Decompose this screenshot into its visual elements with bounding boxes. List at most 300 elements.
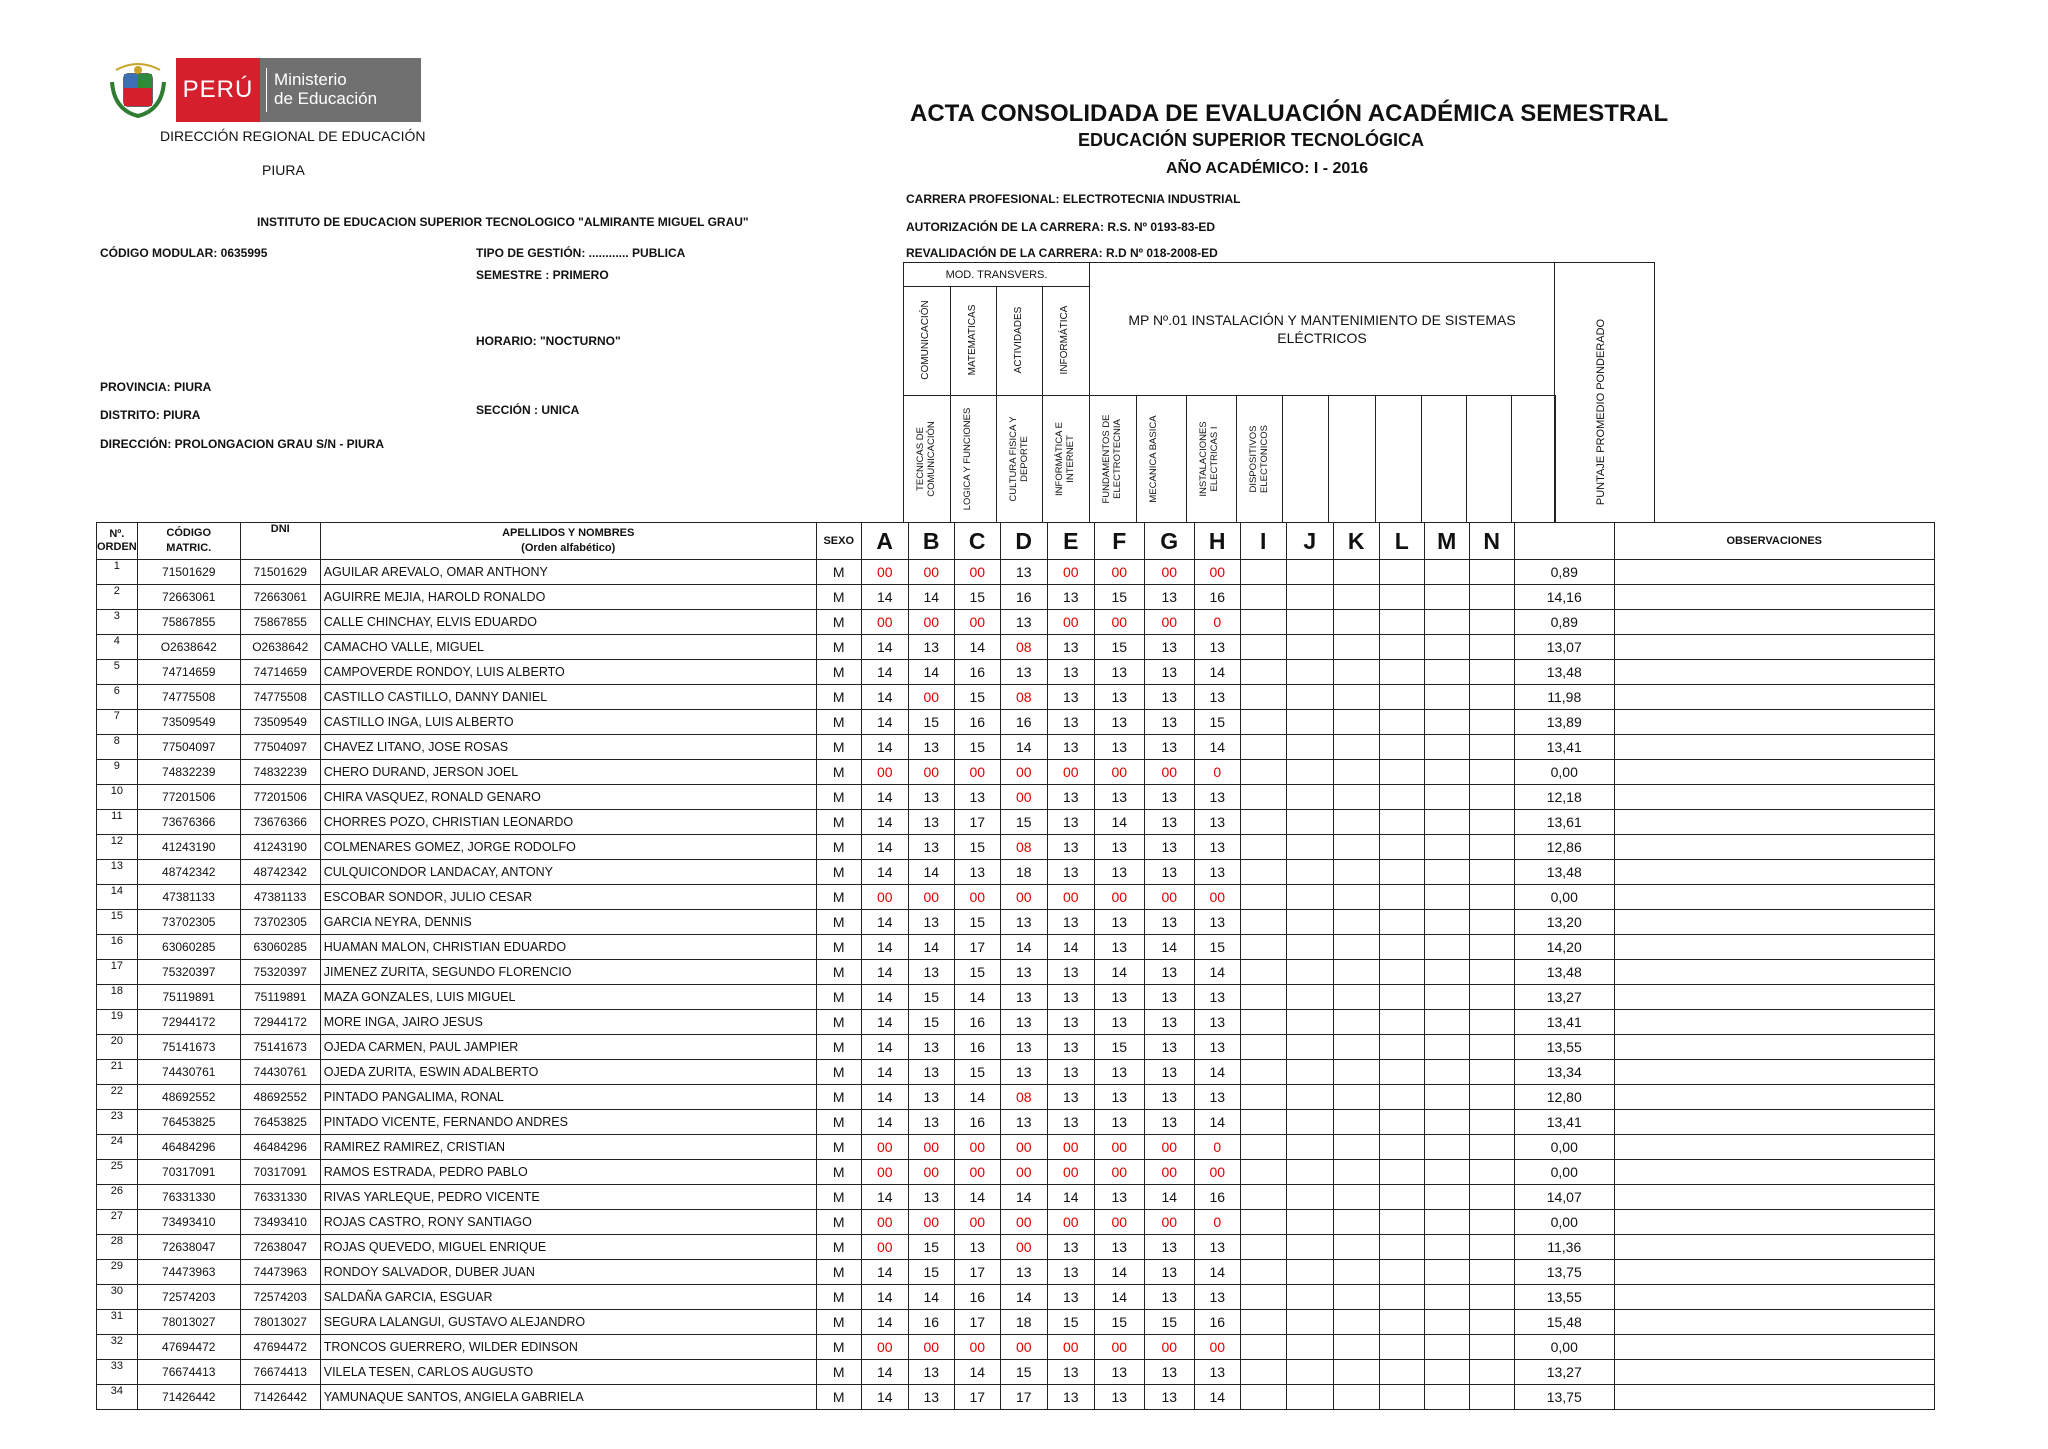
sexo: M <box>816 810 861 835</box>
empty-grade-cell <box>1424 1110 1469 1135</box>
empty-grade-cell <box>1469 1210 1514 1235</box>
column-divider <box>996 286 997 523</box>
empty-grade-cell <box>1240 960 1286 985</box>
grade-cell: 00 <box>1194 560 1240 585</box>
table-row <box>97 1085 1935 1110</box>
table-row <box>97 1310 1935 1335</box>
observaciones-cell <box>1614 1135 1934 1160</box>
empty-grade-cell <box>1286 1110 1333 1135</box>
dni: 76453825 <box>240 1110 320 1135</box>
grade-cell: 00 <box>1094 1160 1144 1185</box>
puntaje-header <box>1514 523 1614 560</box>
puntaje-ponderado: 0,00 <box>1514 1335 1614 1360</box>
grade-cell: 00 <box>861 1135 908 1160</box>
table-row <box>97 1035 1935 1060</box>
empty-grade-cell <box>1286 1010 1333 1035</box>
units-box <box>903 395 1555 523</box>
puntaje-ponderado: 0,89 <box>1514 610 1614 635</box>
student-name: OJEDA ZURITA, ESWIN ADALBERTO <box>320 1060 816 1085</box>
document-subtitle: EDUCACIÓN SUPERIOR TECNOLÓGICA <box>1078 130 1425 150</box>
dni: 72574203 <box>240 1285 320 1310</box>
grade-cell: 16 <box>954 1285 1000 1310</box>
empty-grade-cell <box>1379 960 1424 985</box>
grade-cell: 14 <box>954 1085 1000 1110</box>
grade-cell: 13 <box>1094 1085 1144 1110</box>
empty-grade-cell <box>1333 885 1379 910</box>
empty-grade-cell <box>1424 785 1469 810</box>
empty-grade-cell <box>1379 1335 1424 1360</box>
dni: 41243190 <box>240 835 320 860</box>
table-row <box>97 1260 1935 1285</box>
transversal-area-label: ACTIVIDADES <box>1013 306 1024 374</box>
grade-cell: 14 <box>861 685 908 710</box>
region: PIURA <box>262 162 305 178</box>
empty-grade-cell <box>1424 1010 1469 1035</box>
empty-grade-cell <box>1240 1185 1286 1210</box>
mp-label: MP Nº.01 INSTALACIÓN Y MANTENIMIENTO DE SISTEMAS ELÉCTRICOS <box>1128 312 1516 346</box>
empty-grade-cell <box>1240 1360 1286 1385</box>
grade-cell: 13 <box>1144 1385 1194 1410</box>
grade-cell: 13 <box>1047 635 1094 660</box>
codigo-matricula: 71501629 <box>137 560 240 585</box>
puntaje-ponderado: 13,75 <box>1514 1260 1614 1285</box>
empty-grade-cell <box>1424 1385 1469 1410</box>
empty-grade-cell <box>1379 1035 1424 1060</box>
row-number: 5 <box>97 660 138 685</box>
puntaje-ponderado: 14,16 <box>1514 585 1614 610</box>
grade-cell: 13 <box>1144 660 1194 685</box>
codigo-matricula: 76674413 <box>137 1360 240 1385</box>
empty-grade-cell <box>1240 1085 1286 1110</box>
empty-grade-cell <box>1286 1035 1333 1060</box>
empty-grade-cell <box>1469 1110 1514 1135</box>
empty-grade-cell <box>1286 560 1333 585</box>
grade-cell: 13 <box>1194 1010 1240 1035</box>
grade-cell: 13 <box>1094 1110 1144 1135</box>
row-number: 1 <box>97 560 138 585</box>
puntaje-ponderado: 12,86 <box>1514 835 1614 860</box>
student-name: ROJAS CASTRO, RONY SANTIAGO <box>320 1210 816 1235</box>
grade-cell: 00 <box>908 885 954 910</box>
grade-cell: 00 <box>954 760 1000 785</box>
table-row <box>97 710 1935 735</box>
observaciones-cell <box>1614 985 1934 1010</box>
grade-cell: 13 <box>954 1235 1000 1260</box>
puntaje-ponderado: 14,20 <box>1514 935 1614 960</box>
sexo: M <box>816 1235 861 1260</box>
grade-cell: 14 <box>908 860 954 885</box>
grade-cell: 00 <box>1000 760 1047 785</box>
letter-header: F <box>1094 523 1144 560</box>
student-name: RONDOY SALVADOR, DUBER JUAN <box>320 1260 816 1285</box>
grade-cell: 0 <box>1194 1135 1240 1160</box>
grade-cell: 15 <box>954 1060 1000 1085</box>
empty-grade-cell <box>1379 1285 1424 1310</box>
grade-cell: 15 <box>954 585 1000 610</box>
grade-cell: 14 <box>1194 1385 1240 1410</box>
table-row <box>97 685 1935 710</box>
empty-grade-cell <box>1286 1385 1333 1410</box>
puntaje-ponderado: 13,55 <box>1514 1285 1614 1310</box>
empty-grade-cell <box>1469 1160 1514 1185</box>
puntaje-ponderado: 0,00 <box>1514 1160 1614 1185</box>
empty-grade-cell <box>1286 935 1333 960</box>
row-number: 2 <box>97 585 138 610</box>
student-name: CAMPOVERDE RONDOY, LUIS ALBERTO <box>320 660 816 685</box>
grade-cell: 13 <box>1047 860 1094 885</box>
student-name: ESCOBAR SONDOR, JULIO CESAR <box>320 885 816 910</box>
transversal-area-label: INFORMÁTICA <box>1059 305 1070 375</box>
dni: 73493410 <box>240 1210 320 1235</box>
column-divider <box>950 286 951 523</box>
table-row <box>97 910 1935 935</box>
sexo: M <box>816 635 861 660</box>
empty-grade-cell <box>1424 1135 1469 1160</box>
observaciones-cell <box>1614 935 1934 960</box>
grade-cell: 14 <box>1000 935 1047 960</box>
grade-cell: 14 <box>861 1110 908 1135</box>
grade-cell: 14 <box>954 985 1000 1010</box>
grade-cell: 13 <box>1094 1060 1144 1085</box>
puntaje-ponderado: 0,00 <box>1514 885 1614 910</box>
empty-grade-cell <box>1424 1210 1469 1235</box>
grade-cell: 13 <box>1094 1010 1144 1035</box>
grade-cell: 13 <box>1047 1235 1094 1260</box>
grade-cell: 13 <box>954 860 1000 885</box>
grade-cell: 13 <box>908 1385 954 1410</box>
grade-cell: 13 <box>1047 1110 1094 1135</box>
grade-cell: 16 <box>954 1110 1000 1135</box>
empty-grade-cell <box>1424 1185 1469 1210</box>
grade-cell: 14 <box>1094 960 1144 985</box>
sexo: M <box>816 910 861 935</box>
grade-cell: 13 <box>1144 1260 1194 1285</box>
observaciones-cell <box>1614 1110 1934 1135</box>
student-name: ROJAS QUEVEDO, MIGUEL ENRIQUE <box>320 1235 816 1260</box>
grade-cell: 13 <box>1047 710 1094 735</box>
dni: 73702305 <box>240 910 320 935</box>
observaciones-cell <box>1614 1160 1934 1185</box>
empty-grade-cell <box>1333 1210 1379 1235</box>
grade-cell: 15 <box>908 1010 954 1035</box>
grade-cell: 00 <box>1194 1160 1240 1185</box>
empty-grade-cell <box>1424 585 1469 610</box>
empty-grade-cell <box>1240 735 1286 760</box>
student-name: COLMENARES GOMEZ, JORGE RODOLFO <box>320 835 816 860</box>
empty-grade-cell <box>1379 1085 1424 1110</box>
empty-grade-cell <box>1424 910 1469 935</box>
grade-cell: 13 <box>908 735 954 760</box>
empty-grade-cell <box>1379 660 1424 685</box>
row-number: 12 <box>97 835 138 860</box>
grade-cell: 14 <box>908 585 954 610</box>
dni: 48742342 <box>240 860 320 885</box>
puntaje-ponderado: 13,75 <box>1514 1385 1614 1410</box>
grade-cell: 14 <box>861 785 908 810</box>
empty-grade-cell <box>1286 1360 1333 1385</box>
sexo: M <box>816 585 861 610</box>
empty-grade-cell <box>1240 885 1286 910</box>
grade-cell: 15 <box>954 735 1000 760</box>
codigo-matricula: 74714659 <box>137 660 240 685</box>
grade-cell: 13 <box>1144 1060 1194 1085</box>
grade-cell: 00 <box>1047 1335 1094 1360</box>
empty-grade-cell <box>1286 585 1333 610</box>
row-number: 34 <box>97 1385 138 1410</box>
grade-cell: 14 <box>861 935 908 960</box>
observaciones-cell <box>1614 1285 1934 1310</box>
sexo: M <box>816 1260 861 1285</box>
grade-cell: 00 <box>1047 1135 1094 1160</box>
codigo-modular: CÓDIGO MODULAR: 0635995 <box>100 246 268 260</box>
sexo: M <box>816 560 861 585</box>
sexo: M <box>816 835 861 860</box>
empty-grade-cell <box>1240 635 1286 660</box>
empty-grade-cell <box>1379 1360 1424 1385</box>
grade-cell: 13 <box>1000 1260 1047 1285</box>
codigo-matricula: 46484296 <box>137 1135 240 1160</box>
codigo-matricula: 76331330 <box>137 1185 240 1210</box>
student-name: CALLE CHINCHAY, ELVIS EDUARDO <box>320 610 816 635</box>
empty-grade-cell <box>1379 1310 1424 1335</box>
empty-grade-cell <box>1379 1185 1424 1210</box>
grade-cell: 14 <box>1000 1285 1047 1310</box>
observaciones-cell <box>1614 1085 1934 1110</box>
sexo: M <box>816 860 861 885</box>
unit-label: INSTALACIONES ELECTRICAS I <box>1198 421 1220 497</box>
grade-cell: 13 <box>1144 860 1194 885</box>
grade-cell: 13 <box>1144 585 1194 610</box>
grade-cell: 13 <box>1047 785 1094 810</box>
table-row <box>97 1360 1935 1385</box>
sexo: M <box>816 1110 861 1135</box>
grade-cell: 14 <box>861 1285 908 1310</box>
grade-cell: 13 <box>1144 910 1194 935</box>
codigo-matricula: 72944172 <box>137 1010 240 1035</box>
dni: 75141673 <box>240 1035 320 1060</box>
grade-cell: 13 <box>1144 685 1194 710</box>
empty-grade-cell <box>1424 960 1469 985</box>
grade-cell: 15 <box>908 710 954 735</box>
student-name: YAMUNAQUE SANTOS, ANGIELA GABRIELA <box>320 1385 816 1410</box>
codigo-matricula: 75141673 <box>137 1035 240 1060</box>
table-row <box>97 1210 1935 1235</box>
grade-cell: 14 <box>1094 1260 1144 1285</box>
grade-cell: 13 <box>1194 685 1240 710</box>
observaciones-cell <box>1614 610 1934 635</box>
grade-cell: 00 <box>1144 760 1194 785</box>
codigo-matricula: 73509549 <box>137 710 240 735</box>
grade-cell: 14 <box>1194 1260 1240 1285</box>
student-name: RIVAS YARLEQUE, PEDRO VICENTE <box>320 1185 816 1210</box>
grade-cell: 15 <box>954 910 1000 935</box>
column-divider <box>1282 395 1283 523</box>
sexo: M <box>816 610 861 635</box>
revalidacion: REVALIDACIÓN DE LA CARRERA: R.D Nº 018-2008-ED <box>906 246 1218 260</box>
puntaje-ponderado: 0,00 <box>1514 1210 1614 1235</box>
row-number: 17 <box>97 960 138 985</box>
row-number: 14 <box>97 885 138 910</box>
empty-grade-cell <box>1286 635 1333 660</box>
grade-cell: 13 <box>1194 835 1240 860</box>
student-name: AGUIRRE MEJIA, HAROLD RONALDO <box>320 585 816 610</box>
dni: 77201506 <box>240 785 320 810</box>
orden-header: Nº. ORDEN <box>97 523 138 560</box>
empty-grade-cell <box>1379 1060 1424 1085</box>
row-number: 20 <box>97 1035 138 1060</box>
grade-cell: 00 <box>861 1335 908 1360</box>
grade-cell: 00 <box>861 885 908 910</box>
empty-grade-cell <box>1469 660 1514 685</box>
empty-grade-cell <box>1333 1135 1379 1160</box>
empty-grade-cell <box>1469 1385 1514 1410</box>
grade-cell: 00 <box>954 1335 1000 1360</box>
grade-cell: 13 <box>1094 1185 1144 1210</box>
grade-cell: 15 <box>1094 1310 1144 1335</box>
grade-cell: 13 <box>1194 1035 1240 1060</box>
empty-grade-cell <box>1424 685 1469 710</box>
empty-grade-cell <box>1424 1235 1469 1260</box>
observaciones-cell <box>1614 735 1934 760</box>
grade-cell: 13 <box>1144 835 1194 860</box>
puntaje-ponderado: 13,89 <box>1514 710 1614 735</box>
grade-cell: 00 <box>954 885 1000 910</box>
empty-grade-cell <box>1424 735 1469 760</box>
empty-grade-cell <box>1333 785 1379 810</box>
empty-grade-cell <box>1424 1360 1469 1385</box>
sexo: M <box>816 985 861 1010</box>
empty-grade-cell <box>1424 1335 1469 1360</box>
grade-cell: 13 <box>1047 1285 1094 1310</box>
empty-grade-cell <box>1286 785 1333 810</box>
codigo-matricula: 70317091 <box>137 1160 240 1185</box>
grade-cell: 00 <box>861 760 908 785</box>
grade-cell: 14 <box>1047 935 1094 960</box>
grade-cell: 00 <box>954 560 1000 585</box>
empty-grade-cell <box>1240 1110 1286 1135</box>
grade-cell: 13 <box>1047 1035 1094 1060</box>
horario: HORARIO: "NOCTURNO" <box>476 334 621 348</box>
row-number: 27 <box>97 1210 138 1235</box>
grade-cell: 16 <box>908 1310 954 1335</box>
dni: 73676366 <box>240 810 320 835</box>
empty-grade-cell <box>1240 1135 1286 1160</box>
grade-cell: 13 <box>1144 1235 1194 1260</box>
observaciones-cell <box>1614 1035 1934 1060</box>
grade-cell: 13 <box>1094 685 1144 710</box>
table-row <box>97 1135 1935 1160</box>
codigo-matricula: 74473963 <box>137 1260 240 1285</box>
empty-grade-cell <box>1469 860 1514 885</box>
grade-cell: 13 <box>1094 860 1144 885</box>
empty-grade-cell <box>1379 1110 1424 1135</box>
column-divider <box>1375 395 1376 523</box>
row-number: 26 <box>97 1185 138 1210</box>
grade-cell: 00 <box>1000 885 1047 910</box>
empty-grade-cell <box>1286 810 1333 835</box>
table-row <box>97 1335 1935 1360</box>
empty-grade-cell <box>1379 1160 1424 1185</box>
puntaje-ponderado: 13,48 <box>1514 660 1614 685</box>
observaciones-cell <box>1614 1310 1934 1335</box>
unit-label: DISPOSITIVOS ELECTONICOS <box>1248 425 1270 493</box>
puntaje-ponderado: 12,18 <box>1514 785 1614 810</box>
grade-cell: 15 <box>1094 585 1144 610</box>
grade-cell: 14 <box>861 735 908 760</box>
grade-cell: 00 <box>1047 560 1094 585</box>
codigo-header: CÓDIGO MATRIC. <box>137 523 240 560</box>
empty-grade-cell <box>1469 685 1514 710</box>
empty-grade-cell <box>1469 1010 1514 1035</box>
grade-cell: 15 <box>908 985 954 1010</box>
empty-grade-cell <box>1333 1085 1379 1110</box>
student-name: MAZA GONZALES, LUIS MIGUEL <box>320 985 816 1010</box>
codigo-matricula: 77201506 <box>137 785 240 810</box>
grade-cell: 00 <box>908 1335 954 1360</box>
observaciones-cell <box>1614 560 1934 585</box>
codigo-matricula: 72638047 <box>137 1235 240 1260</box>
table-row <box>97 585 1935 610</box>
dni: 75320397 <box>240 960 320 985</box>
empty-grade-cell <box>1240 760 1286 785</box>
empty-grade-cell <box>1379 1010 1424 1035</box>
sexo: M <box>816 1360 861 1385</box>
student-name: RAMOS ESTRADA, PEDRO PABLO <box>320 1160 816 1185</box>
grade-cell: 0 <box>1194 1210 1240 1235</box>
empty-grade-cell <box>1333 710 1379 735</box>
grade-cell: 14 <box>861 585 908 610</box>
empty-grade-cell <box>1333 1010 1379 1035</box>
empty-grade-cell <box>1286 1235 1333 1260</box>
empty-grade-cell <box>1240 1010 1286 1035</box>
grade-cell: 13 <box>1047 685 1094 710</box>
row-number: 15 <box>97 910 138 935</box>
puntaje-ponderado: 11,98 <box>1514 685 1614 710</box>
empty-grade-cell <box>1379 810 1424 835</box>
grade-cell: 13 <box>1194 1235 1240 1260</box>
empty-grade-cell <box>1286 1160 1333 1185</box>
grade-cell: 13 <box>1144 810 1194 835</box>
row-number: 8 <box>97 735 138 760</box>
grade-cell: 16 <box>1000 585 1047 610</box>
grade-cell: 00 <box>908 1160 954 1185</box>
empty-grade-cell <box>1240 1160 1286 1185</box>
grade-cell: 13 <box>1047 1260 1094 1285</box>
codigo-matricula: 73676366 <box>137 810 240 835</box>
grade-cell: 00 <box>1000 785 1047 810</box>
grade-cell: 16 <box>954 660 1000 685</box>
grade-cell: 17 <box>954 1385 1000 1410</box>
grade-cell: 00 <box>954 1135 1000 1160</box>
student-name: AGUILAR AREVALO, OMAR ANTHONY <box>320 560 816 585</box>
letter-header: A <box>861 523 908 560</box>
empty-grade-cell <box>1379 735 1424 760</box>
empty-grade-cell <box>1240 585 1286 610</box>
empty-grade-cell <box>1333 1185 1379 1210</box>
student-name: JIMENEZ ZURITA, SEGUNDO FLORENCIO <box>320 960 816 985</box>
codigo-matricula: 73702305 <box>137 910 240 935</box>
empty-grade-cell <box>1333 1335 1379 1360</box>
empty-grade-cell <box>1286 760 1333 785</box>
empty-grade-cell <box>1469 735 1514 760</box>
column-divider <box>1136 395 1137 523</box>
empty-grade-cell <box>1379 585 1424 610</box>
grade-cell: 14 <box>861 1010 908 1035</box>
grade-cell: 13 <box>1194 985 1240 1010</box>
sexo: M <box>816 660 861 685</box>
grade-cell: 13 <box>1094 985 1144 1010</box>
sexo: M <box>816 1185 861 1210</box>
